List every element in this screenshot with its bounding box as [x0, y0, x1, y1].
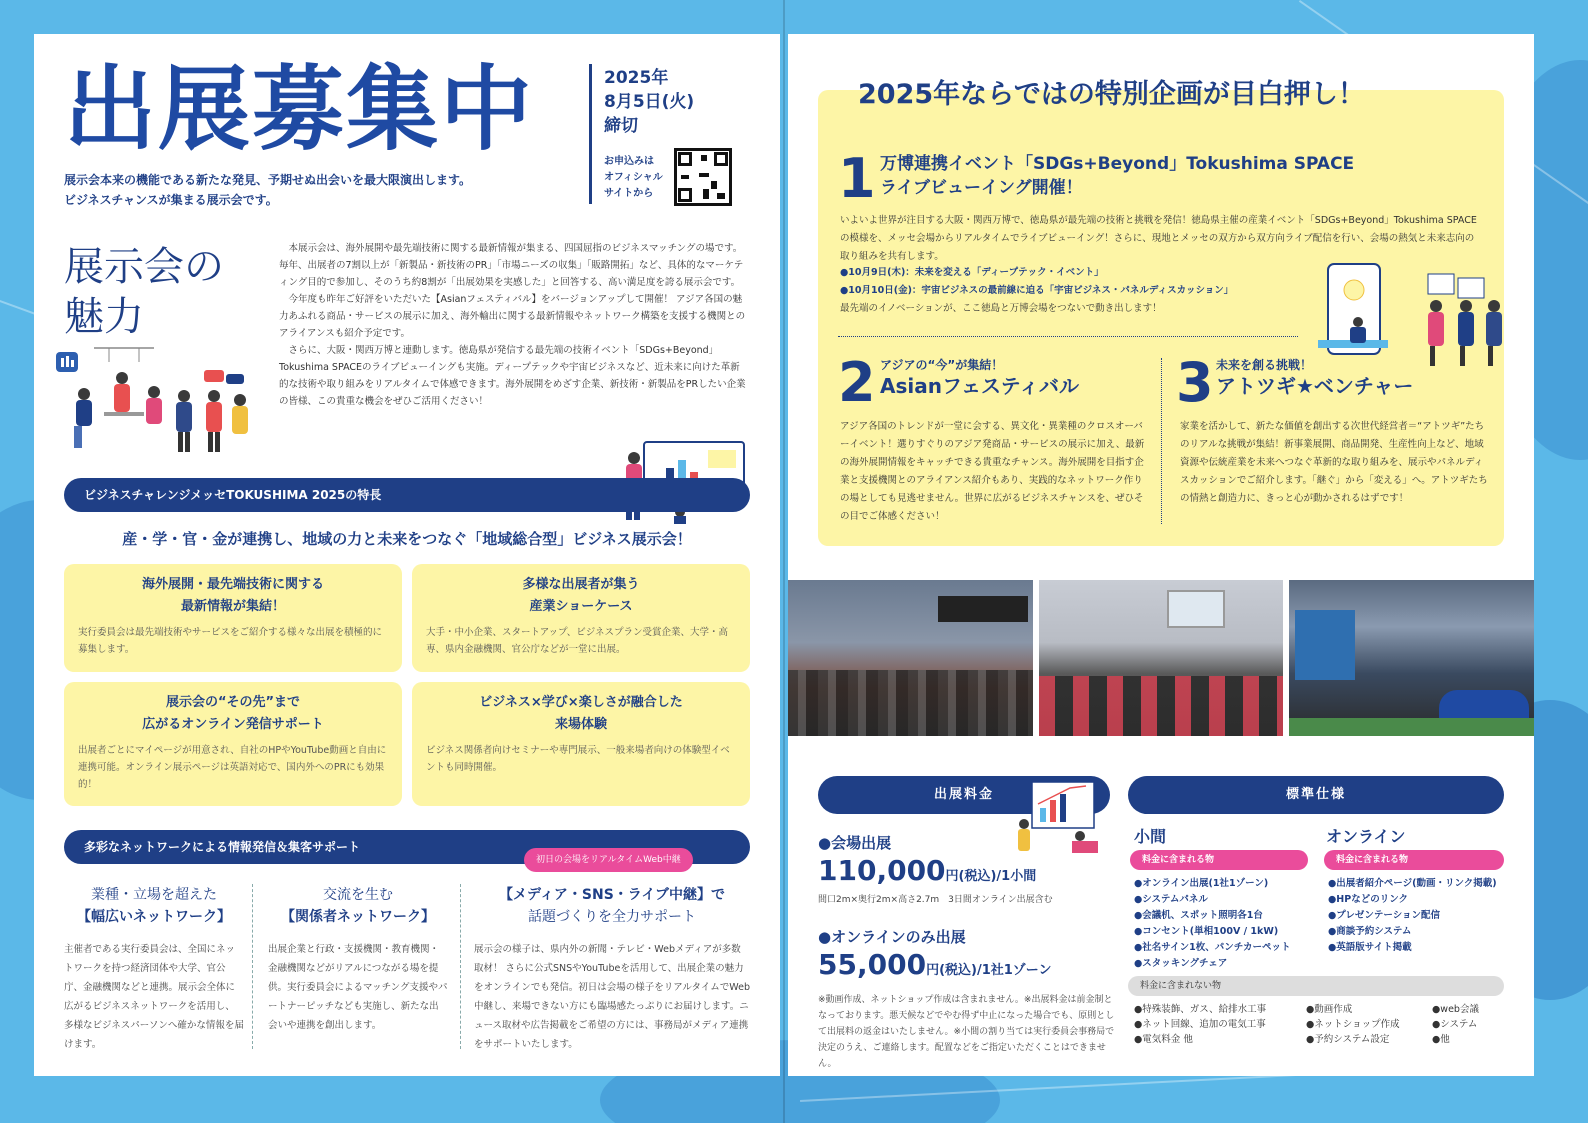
- spec-included-tag: 料金に含まれる物: [1324, 850, 1504, 870]
- schedule-item: ●10月9日(木)：未来を変える「ディープテック・イベント」: [840, 267, 1104, 278]
- spec-item: ● 社名サイン1枚、パンチカーペット: [1134, 940, 1324, 956]
- section-number: 2: [838, 351, 876, 414]
- excluded-item: ● 予約システム設定: [1306, 1032, 1430, 1047]
- deadline-year: 2025年: [604, 68, 669, 88]
- live-stream-tag: 初日の会場をリアルタイムWeb中継: [524, 848, 693, 872]
- spec-item: ● システムパネル: [1134, 892, 1324, 908]
- fee2-label: ●オンラインのみ出展: [818, 928, 966, 946]
- excluded-list: [1134, 1002, 1304, 1047]
- net-col-title: 話題づくりを全力サポート: [528, 909, 696, 925]
- net-col-title: 【関係者ネットワーク】: [281, 909, 435, 925]
- section-title-line: アトツギ★ベンチャー: [1216, 374, 1414, 398]
- network-column: [64, 884, 244, 1054]
- special-title: 2025年ならではの特別企画が目白押し！: [858, 79, 1365, 110]
- charm-title-line: 展示会の: [64, 244, 224, 290]
- box-body: 出展者ごとにマイページが用意され、自社のHPやYouTube動画と自由に連携可能。オンライン展示ページは英語対応で、国内外へのPRにも効果的！: [78, 745, 387, 790]
- charm-paragraph: 今年度も昨年ご好評をいただいた【Asianフェスティバル】をバージョンアップして開催！ アジア各国の魅力あふれる商品・サービスの展示に加え、海外輸出に関する最新情報やネットワーク構築を支援する機関とのアライアンスも紹介予定です。: [279, 294, 746, 339]
- fee-disclaimer: ※動画作成、ネットショップ作成は含まれません。※出展料金は前金制となっております。悪天候などでやむ得ず中止になった場合でも、原則として出展料の返金はいたしません。※小間の割り当ては実行委員会事務局で決定のうえ、ご連絡します。配置などをご指定いただくことはできません。: [818, 995, 1115, 1069]
- photo-seminar: [1039, 580, 1284, 736]
- qr-code[interactable]: [674, 148, 732, 206]
- section-divider: [838, 336, 1298, 337]
- charm-title: [64, 242, 224, 342]
- photo-booths: [1289, 580, 1534, 736]
- feature-box: [64, 564, 402, 672]
- excluded-item: ● 電気料金 他: [1134, 1032, 1304, 1047]
- section-title-line: ライブビューイング開催！: [880, 178, 1083, 198]
- spec-item: ● HPなどのリンク: [1328, 892, 1508, 908]
- feature-bar: ビジネスチャレンジメッセTOKUSHIMA 2025の特長: [64, 478, 750, 512]
- box-title-line: 多様な出展者が集う: [522, 577, 640, 592]
- network-bar: 多彩なネットワークによる情報発信＆集客サポート: [64, 830, 750, 864]
- net-col-title: 業種・立場を超えた: [91, 887, 217, 903]
- left-page: [34, 34, 780, 1076]
- column-divider: [460, 884, 461, 1049]
- column-divider: [252, 884, 253, 1049]
- fee1-label: ●会場出展: [818, 834, 892, 852]
- spec-online-list: [1328, 876, 1508, 956]
- network-column: [474, 884, 750, 1054]
- apply-line: オフィシャル: [604, 172, 663, 183]
- spec-pill: 標準仕様: [1128, 776, 1504, 814]
- charm-paragraph: 本展示会は、海外展開や最先端技術に関する最新情報が集まる、四国屈指のビジネスマッチングの場です。毎年、出展者の7割以上が「新製品・新技術のPR」「市場ニーズの収集」「販路開拓」など、具体的なマーケティング目的で参加し、そのうち約8割が「出展効果を実感した」と回答する、高い満足度を誇る展示会です。: [279, 243, 744, 288]
- section-title-line: 未来を創る挑戦！: [1216, 358, 1313, 372]
- live-viewing-illustration: [1318, 260, 1518, 370]
- box-title-line: 海外展開・最先端技術に関する: [141, 577, 324, 592]
- spec-item: ● 会議机、スポット照明各1台: [1134, 908, 1324, 924]
- spec-excluded-tag: 料金に含まれない物: [1128, 976, 1504, 996]
- section-title-line: アジアの“今”が集結！: [880, 358, 1004, 372]
- fee2-unit: 円(税込)/1社1ゾーン: [926, 963, 1052, 978]
- section-2-title: [880, 356, 1079, 398]
- excluded-list: [1432, 1002, 1504, 1047]
- net-col-body: 展示会の様子は、県内外の新聞・テレビ・Webメディアが多数取材！ さらに公式SNSやYouTubeを活用して、出展企業の魅力をオンラインでも発信。初日は会場の様子をリアルタイムでWeb中継し、来場できない方にも臨場感たっぷりにお届けします。ニュース取材や広告掲載をご希望の方には、事務局がメディア連携をサポートいたします。: [474, 944, 750, 1050]
- apply-line: サイトから: [604, 188, 654, 199]
- event-photos: [788, 580, 1534, 736]
- fee1-unit: 円(税込)/1小間: [945, 869, 1037, 884]
- feature-box: [412, 564, 750, 672]
- section-1-tail: 最先端のイノベーションが、ここ徳島と万博会場をつないで動き出します！: [840, 303, 1162, 314]
- fee1-value: 110,000: [818, 854, 946, 887]
- spec-online-heading: オンライン: [1326, 827, 1406, 846]
- section-2-body: アジア各国のトレンドが一堂に会する、異文化・異業種のクロスオーバーイベント！選りすぐりのアジア発商品・サービスの展示に加え、最新の海外展開情報をキャッチできる貴重なチャンス。海外展開を目指す企業と支援機関とのアライアンス紹介もあり、実践的なネットワーク作りの場としても見逃せません。世界に広がるビジネスチャンスを、ぜひその目でご体感ください！: [840, 421, 1145, 522]
- network-column: [268, 884, 448, 1035]
- net-col-title: 交流を生む: [323, 887, 393, 903]
- excluded-item: ● ネットショップ作成: [1306, 1017, 1430, 1032]
- spec-item: ● 英語版サイト掲載: [1328, 940, 1508, 956]
- section-1-schedule: [840, 264, 1310, 300]
- spec-included-tag: 料金に含まれる物: [1130, 850, 1308, 870]
- spec-item: ● コンセント(単相100V / 1kW): [1134, 924, 1324, 940]
- apply-line: お申込みは: [604, 156, 654, 167]
- section-title-line: 万博連携イベント「SDGs+Beyond」Tokushima SPACE: [880, 154, 1355, 174]
- spec-item: ● プレゼンテーション配信: [1328, 908, 1508, 924]
- box-body: 大手・中小企業、スタートアップ、ビジネスプラン受賞企業、大学・高専、県内金融機関、官公庁などが一堂に出展。: [426, 627, 729, 655]
- lead-line: ビジネスチャンスが集まる展示会です。: [64, 193, 278, 207]
- section-1-body: いよいよ世界が注目する大阪・関西万博で、徳島県が最先端の技術と挑戦を発信！徳島県主催の産業イベント「SDGs+Beyond」Tokushima SPACEの模様を、メッセ会場からリアルタイムでライブビューイング！さらに、現地とメッセの双方から双方向ライブ配信を行い、会場の熱気と未来志向の取り組みを共有します。: [840, 215, 1477, 262]
- net-col-title: 【メディア・SNS・ライブ中継】で: [499, 887, 725, 903]
- box-title-line: 最新情報が集結！: [180, 599, 285, 614]
- headline: 出展募集中: [64, 56, 535, 163]
- box-title-line: 産業ショーケース: [529, 599, 633, 614]
- box-body: 実行委員会は最先端技術やサービスをご紹介する様々な出展を積極的に募集します。: [78, 627, 383, 655]
- section-1-title: [880, 152, 1354, 200]
- box-title-line: 展示会の“その先”まで: [165, 695, 301, 710]
- spec-item: ● スタッキングチェア: [1134, 956, 1324, 972]
- box-title-line: 広がるオンライン発信サポート: [142, 717, 324, 732]
- right-page: [788, 34, 1534, 1076]
- section-title-line: Asianフェスティバル: [880, 374, 1079, 398]
- box-title-line: 来場体験: [554, 717, 607, 732]
- deadline-label: 締切: [604, 116, 638, 136]
- charm-title-line: 魅力: [64, 294, 144, 340]
- fee-pill: 出展料金: [818, 776, 1110, 814]
- lead-text: [64, 170, 584, 210]
- excluded-item: ● web会議: [1432, 1002, 1504, 1017]
- spec-item: ● 出展者紹介ページ(動画・リンク掲載): [1328, 876, 1508, 892]
- fee2-amount: [818, 948, 1052, 981]
- lead-line: 展示会本来の機能である新たな発見、予期せぬ出会いを最大限演出します。: [64, 173, 472, 187]
- charm-paragraph: さらに、大阪・関西万博と連動します。徳島県が発信する最先端の技術イベント「SDGs+Beyond」Tokushima SPACEのライブビューイングも実施。ディープテックや宇宙ビジネスなど、近未来に向けた革新的な技術や取り組みをリアルタイムで体感できます。海外展開をめざす企業、新技術・新製品をPRしたい企業の皆様、この貴重な機会をぜひご活用ください！: [279, 345, 746, 407]
- box-body: ビジネス関係者向けセミナーや専門展示、一般来場者向けの体験型イベントも同時開催。: [426, 745, 730, 773]
- apply-note: [604, 154, 663, 202]
- photo-exhibition-hall: [788, 580, 1033, 736]
- deadline-divider: [589, 64, 592, 204]
- net-col-body: 主催者である実行委員会は、全国にネットワークを持つ経済団体や大学、官公庁、金融機関などと連携。展示会全体に広がるビジネスネットワークを活用し、多様なビジネスパーソンへ確かな情報を届けます。: [64, 944, 244, 1050]
- section-divider: [1161, 358, 1162, 524]
- feature-box: [64, 682, 402, 806]
- schedule-item: ●10月10日(金)：宇宙ビジネスの最前線に迫る「宇宙ビジネス・パネルディスカッション」: [840, 285, 1234, 296]
- feature-headline: 産・学・官・金が連携し、地域の力と未来をつなぐ「地域総合型」ビジネス展示会！: [122, 530, 692, 548]
- fee2-value: 55,000: [818, 948, 927, 981]
- section-number: 3: [1176, 351, 1214, 414]
- spec-small-heading: 小間: [1134, 827, 1167, 846]
- business-people-illustration: [54, 344, 254, 454]
- fee1-note: 間口2m×奥行2m×高さ2.7m 3日間オンライン出展含む: [818, 895, 1053, 905]
- fee-chart-illustration: [1014, 774, 1104, 858]
- charm-body: [279, 240, 749, 410]
- net-col-title: 【幅広いネットワーク】: [77, 909, 231, 925]
- excluded-list: [1306, 1002, 1430, 1047]
- section-3-body: 家業を活かして、新たな価値を創出する次世代経営者＝“アトツギ”たちのリアルな挑戦が集結！新事業展開、商品開発、生産性向上など、地域資源や伝統産業を未来へつなぐ革新的な取り組みを、展示やパネルディスカッションでご紹介します。「継ぐ」から「変える」へ。アトツギたちの情熱と創造力に、きっと心が動かされるはずです！: [1180, 421, 1488, 504]
- spec-small-list: [1134, 876, 1324, 972]
- excluded-item: ● 動画作成: [1306, 1002, 1430, 1017]
- fee1-amount: [818, 854, 1036, 887]
- spec-item: ● 商談予約システム: [1328, 924, 1508, 940]
- page-spine: [783, 0, 785, 1123]
- feature-box: [412, 682, 750, 806]
- section-3-title: [1216, 356, 1413, 398]
- spec-item: ● オンライン出展(1社1ゾーン): [1134, 876, 1324, 892]
- excluded-item: ● 特殊装飾、ガス、給排水工事: [1134, 1002, 1304, 1017]
- box-title-line: ビジネス×学び×楽しさが融合した: [479, 695, 683, 710]
- excluded-item: ● ネット回線、追加の電気工事: [1134, 1017, 1304, 1032]
- deadline: [604, 66, 694, 138]
- excluded-item: ● システム: [1432, 1017, 1504, 1032]
- deadline-date: 8月5日(火): [604, 92, 695, 112]
- section-number: 1: [838, 147, 876, 210]
- net-col-body: 出展企業と行政・支援機関・教育機関・金融機関などがリアルにつながる場を提供。実行委員会によるマッチング支援やパートナーピッチなども実施し、新たな出会いや連携を創出します。: [268, 944, 448, 1031]
- excluded-item: ● 他: [1432, 1032, 1504, 1047]
